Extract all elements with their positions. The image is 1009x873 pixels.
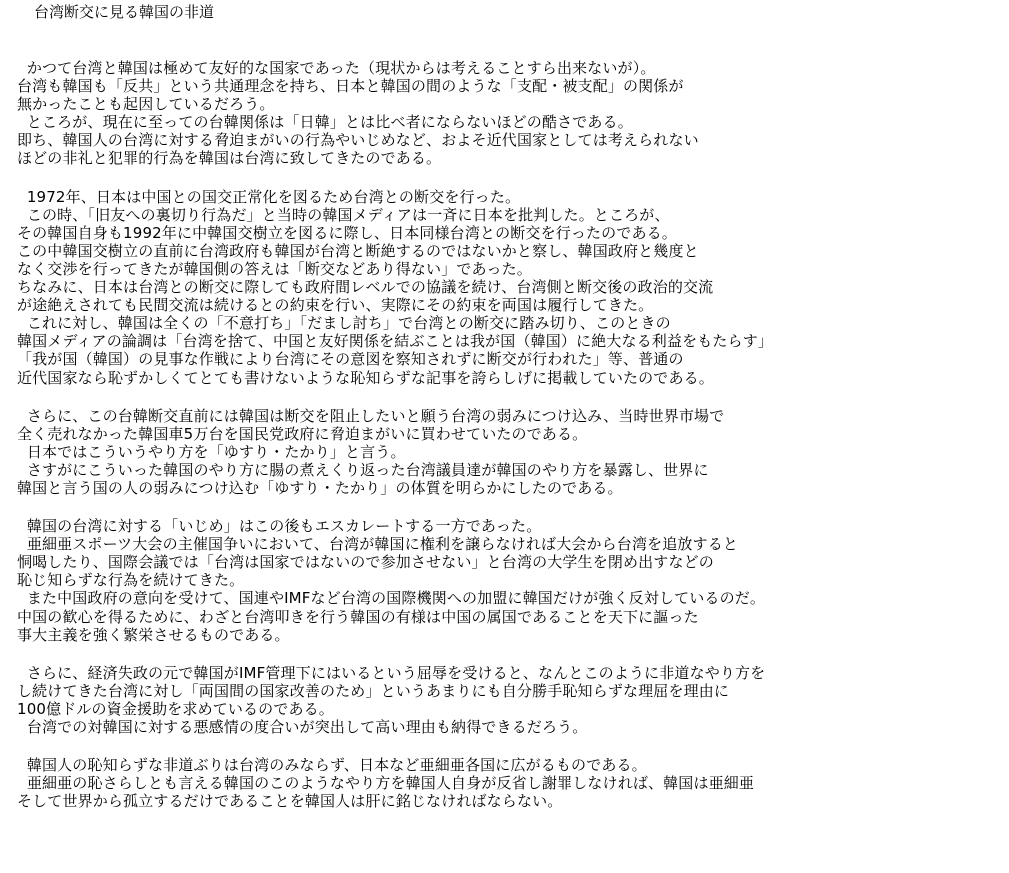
text-line: し続けてきた台湾に対し「両国間の国家改善のため」というあまりにも自分勝手恥知らずな理屈を理由に xyxy=(17,681,730,700)
text-line: 韓国メディアの論調は「台湾を捨て、中国と友好関係を結ぶことは我が国（韓国）に絶大なる利益をもたらす」 xyxy=(17,332,774,351)
paragraph-gap xyxy=(17,497,1002,517)
text-line: 台湾も韓国も「反共」という共通理念を持ち、日本と韓国の間のような「支配・被支配」の関係が xyxy=(17,77,684,96)
paragraph-6 xyxy=(17,756,1002,810)
paragraph-gap xyxy=(17,387,1002,407)
text-line: 中国の歓心を得るために、わざと台湾叩きを行う韓国の有様は中国の属国であることを天下に謳った xyxy=(17,607,699,626)
text-line: そして世界から孤立するだけであることを韓国人は肝に銘じなければならない。 xyxy=(17,792,563,811)
text-line: 恥じ知らずな行為を続けてきた。 xyxy=(17,571,245,590)
paragraph-4 xyxy=(17,517,1002,644)
document-title: 台湾断交に見る韓国の非道 xyxy=(34,3,215,21)
text-line: が途絶えされても民間交流は続けるとの約束を行い、実際にその約束を両国は履行してきた。 xyxy=(17,296,654,315)
text-line: 亜細亜スポーツ大会の主催国争いにおいて、台湾が韓国に権利を譲らなければ大会から台湾を追放すると xyxy=(17,535,738,554)
text-line: この時、「旧友への裏切り行為だ」と当時の韓国メディアは一斉に日本を批判した。ところが、 xyxy=(17,205,670,224)
text-line: 100億ドルの資金援助を求めているのである。 xyxy=(17,699,334,718)
text-line: 韓国と言う国の人の弱みにつけ込む「ゆすり・たかり」の体質を明らかにしたのである。 xyxy=(17,478,623,497)
text-line: かつて台湾と韓国は極めて友好的な国家であった（現状からは考えることすら出来ないが）。 xyxy=(17,59,656,77)
text-line: なく交渉を行ってきたが韓国側の答えは「断交などあり得ない」であった。 xyxy=(17,259,532,278)
text-line: さらに、この台韓断交直前には韓国は断交を阻止したいと願う台湾の弱みにつけ込み、当時世界市場で xyxy=(17,406,725,425)
text-line: 恫喝したり、国際会議では「台湾は国家ではないので参加させない」と台湾の大学生を閉め出すなどの xyxy=(17,553,714,572)
text-line: 韓国の台湾に対する「いじめ」はこの後もエスカレートする一方であった。 xyxy=(17,517,542,536)
text-line: 即ち、韓国人の台湾に対する脅迫まがいの行為やいじめなど、およそ近代国家としては考えられない xyxy=(17,131,699,150)
text-line: 日本ではこういうやり方を「ゆすり・たかり」と言う。 xyxy=(17,442,406,461)
text-line: ちなみに、日本は台湾との断交に際しても政府間レベルでの協議を続け、台湾側と断交後の政治的交流 xyxy=(17,278,714,297)
text-line: 近代国家なら恥ずかしくてとても書けないような恥知らずな記事を誇らしげに掲載していたのである。 xyxy=(17,368,714,387)
text-line: これに対し、韓国は全くの「不意打ち」「だまし討ち」で台湾との断交に踏み切り、このときの xyxy=(17,314,671,333)
text-line: 亜細亜の恥さらしとも言える韓国のこのようなやり方を韓国人自身が反省し謝罪しなければ、韓国は亜細亜 xyxy=(17,774,755,793)
paragraph-3 xyxy=(17,407,1002,497)
text-line: 韓国人の恥知らずな非道ぶりは台湾のみならず、日本など亜細亜各国に広がるものである。 xyxy=(17,756,647,775)
text-line: 無かったことも起因しているだろう。 xyxy=(17,95,275,114)
text-line: さすがにこういった韓国のやり方に腸の煮えくり返った台湾議員達が韓国のやり方を暴露し、世界に xyxy=(17,460,709,479)
paragraph-2 xyxy=(17,188,1002,387)
paragraph-5 xyxy=(17,664,1002,736)
spacer xyxy=(17,21,1002,59)
text-line: その韓国自身も1992年に中韓国交樹立を図るに際し、日本同様台湾との断交を行ったのである。 xyxy=(17,223,677,242)
document xyxy=(17,3,1002,810)
text-line: 全く売れなかった韓国車5万台を国民党政府に脅迫まがいに買わせていたのである。 xyxy=(17,424,588,443)
text-line: この中韓国交樹立の直前に台湾政府も韓国が台湾と断絶するのではないかと察し、韓国政府と幾度と xyxy=(17,241,699,260)
text-line: ほどの非礼と犯罪的行為を韓国は台湾に致してきたのである。 xyxy=(17,149,442,168)
text-line: 「我が国（韓国）の見事な作戦により台湾にその意図を察知されずに断交が行われた」等、普通の xyxy=(17,350,684,369)
text-line: ところが、現在に至っての台韓関係は「日韓」とは比べ者にならないほどの酷さである。 xyxy=(17,113,633,132)
paragraph-1 xyxy=(17,59,1002,168)
text-line: さらに、経済失政の元で韓国がIMF管理下にはいるという屈辱を受けると、なんとこのように非道なやり方を xyxy=(17,663,766,682)
paragraph-gap xyxy=(17,644,1002,664)
text-line: また中国政府の意向を受けて、国連やIMFなど台湾の国際機関への加盟に韓国だけが強く反対しているのだ。 xyxy=(17,589,766,608)
text-line: 台湾での対韓国に対する悪感情の度合いが突出して高い理由も納得できるだろう。 xyxy=(17,718,588,736)
paragraph-gap xyxy=(17,736,1002,756)
paragraph-gap xyxy=(17,168,1002,188)
text-line: 1972年、日本は中国との国交正常化を図るため台湾との断交を行った。 xyxy=(17,187,521,206)
text-line: 事大主義を強く繁栄させるものである。 xyxy=(17,625,290,644)
